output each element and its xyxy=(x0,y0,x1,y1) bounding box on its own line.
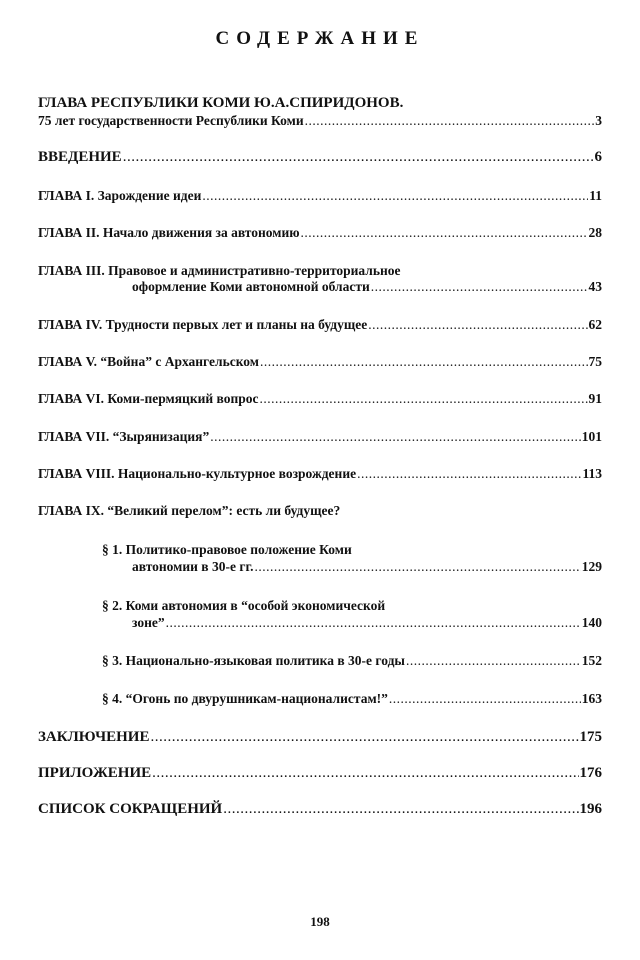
toc-entry xyxy=(38,187,602,205)
leader-dots xyxy=(371,278,588,296)
toc-entry-title: ПРИЛОЖЕНИЕ xyxy=(38,765,152,781)
toc-page-number: 91 xyxy=(588,391,602,406)
toc-entry xyxy=(38,800,602,818)
toc-entry xyxy=(38,316,602,334)
toc-entry-title: ГЛАВА IV. Трудности первых лет и планы на будущее xyxy=(38,317,368,332)
toc-page-number: 140 xyxy=(581,615,602,630)
toc-entry-title: оформление Коми автономной области xyxy=(132,279,370,294)
toc-entry-line: ГЛАВА III. Правовое и административно-территориальное xyxy=(38,263,401,278)
toc-entry-title: § 4. “Огонь по двурушникам-националистам!” xyxy=(102,691,388,706)
toc-entry xyxy=(38,353,602,371)
toc-page-number: 28 xyxy=(588,225,602,240)
toc-entry-title: ГЛАВА II. Начало движения за автономию xyxy=(38,225,300,240)
toc-page-number: 163 xyxy=(581,691,602,706)
toc-entry xyxy=(38,428,602,446)
toc-page-number: 152 xyxy=(581,653,602,668)
toc-entry xyxy=(38,728,602,746)
toc-page-number: 11 xyxy=(589,188,602,203)
leader-dots xyxy=(152,764,578,782)
toc-entry-title: ВВЕДЕНИЕ xyxy=(38,149,122,165)
leader-dots xyxy=(305,112,595,130)
leader-dots xyxy=(254,558,580,576)
toc-entry xyxy=(38,465,602,483)
leader-dots xyxy=(368,316,587,334)
toc-page-number: 6 xyxy=(594,149,602,165)
toc-entry xyxy=(38,390,602,408)
toc-entry-title: 75 лет государственности Республики Коми xyxy=(38,113,304,128)
page-title: СОДЕРЖАНИЕ xyxy=(215,28,425,49)
toc-entry xyxy=(38,148,602,166)
leader-dots xyxy=(406,652,581,670)
toc-page-number: 113 xyxy=(582,466,602,481)
toc-entry-line: ГЛАВА РЕСПУБЛИКИ КОМИ Ю.А.СПИРИДОНОВ. xyxy=(38,95,404,111)
leader-dots xyxy=(150,728,578,746)
leader-dots xyxy=(210,428,581,446)
toc-page-number: 129 xyxy=(581,559,602,574)
toc-page-number: 3 xyxy=(595,113,602,128)
leader-dots xyxy=(260,390,588,408)
toc-entry-title: § 3. Национально-языковая политика в 30-е годы xyxy=(102,653,405,668)
leader-dots xyxy=(123,148,594,166)
toc-entry-title: ГЛАВА VII. “Зырянизация” xyxy=(38,429,210,444)
toc-page-number: 62 xyxy=(588,317,602,332)
leader-dots xyxy=(260,353,588,371)
toc-entry xyxy=(132,558,602,576)
leader-dots xyxy=(389,690,581,708)
toc-entry xyxy=(38,764,602,782)
leader-dots xyxy=(357,465,581,483)
toc-entry xyxy=(132,614,602,632)
leader-dots xyxy=(166,614,581,632)
toc-entry-title: ЗАКЛЮЧЕНИЕ xyxy=(38,729,150,745)
toc-page-number: 196 xyxy=(579,801,602,817)
toc-entry xyxy=(38,224,602,242)
toc-entry-line: § 1. Политико-правовое положение Коми xyxy=(102,542,352,557)
toc-entry-title: зоне” xyxy=(132,615,165,630)
toc-entry-title: ГЛАВА VI. Коми-пермяцкий вопрос xyxy=(38,391,259,406)
toc-entry-title: ГЛАВА V. “Война” с Архангельском xyxy=(38,354,259,369)
toc-entry-title: СПИСОК СОКРАЩЕНИЙ xyxy=(38,801,223,817)
toc-entry xyxy=(132,278,602,296)
toc-entry-title: автономии в 30-е гг. xyxy=(132,559,254,574)
toc-page-number: 75 xyxy=(588,354,602,369)
toc-entry-title: ГЛАВА I. Зарождение идеи xyxy=(38,188,202,203)
toc-entry xyxy=(102,690,602,708)
toc-page-number: 175 xyxy=(579,729,602,745)
page-number: 198 xyxy=(310,914,330,929)
leader-dots xyxy=(223,800,578,818)
toc-entry-line: § 2. Коми автономия в “особой экономической xyxy=(102,598,386,613)
toc-entry xyxy=(102,652,602,670)
toc-entry-title: ГЛАВА VIII. Национально-культурное возрождение xyxy=(38,466,357,481)
toc-entry-title: ГЛАВА IX. “Великий перелом”: есть ли будущее? xyxy=(38,503,341,518)
toc-page-number: 101 xyxy=(581,429,602,444)
leader-dots xyxy=(301,224,588,242)
toc-entry xyxy=(38,112,602,130)
leader-dots xyxy=(202,187,588,205)
toc-page-number: 43 xyxy=(588,279,602,294)
toc-page-number: 176 xyxy=(579,765,602,781)
